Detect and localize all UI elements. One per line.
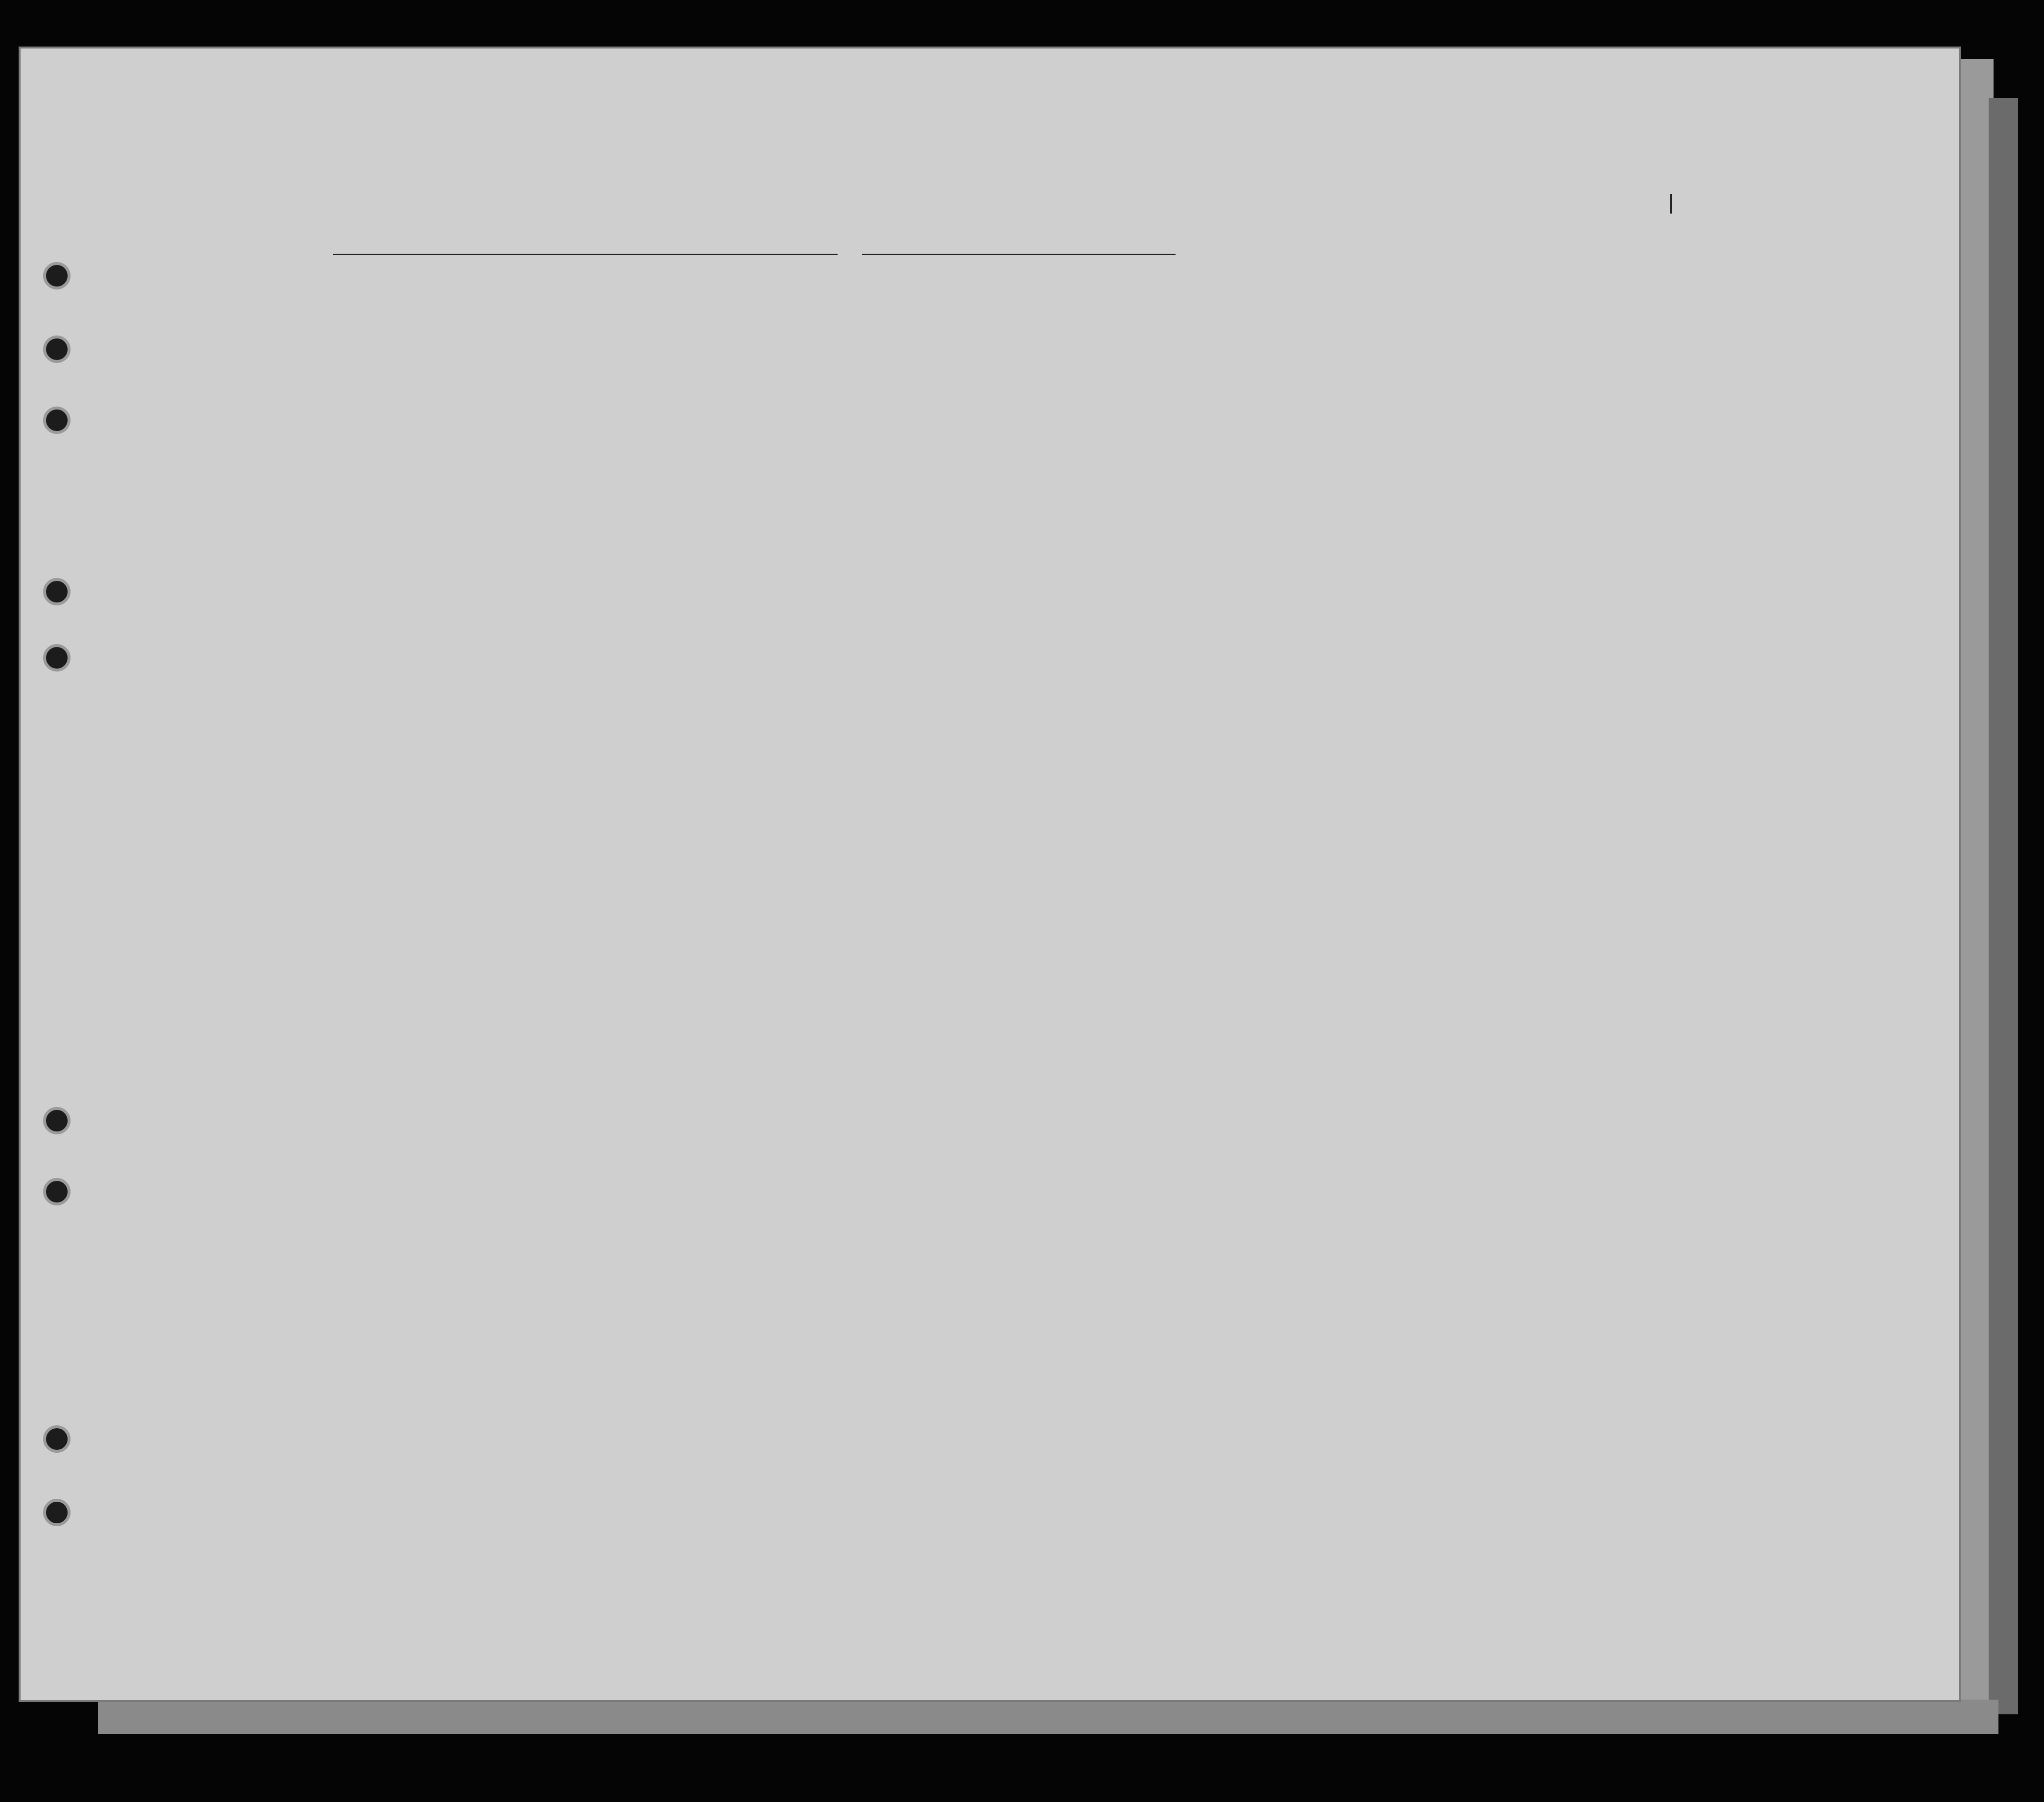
binding-hole — [43, 1425, 71, 1453]
binding-hole — [43, 1178, 71, 1205]
binding-hole — [43, 336, 71, 363]
binding-hole — [43, 1499, 71, 1526]
binding-hole — [43, 644, 71, 672]
binding-hole — [43, 407, 71, 434]
binding-hole — [43, 262, 71, 289]
binding-hole — [43, 578, 71, 605]
binding-hole — [43, 1107, 71, 1134]
